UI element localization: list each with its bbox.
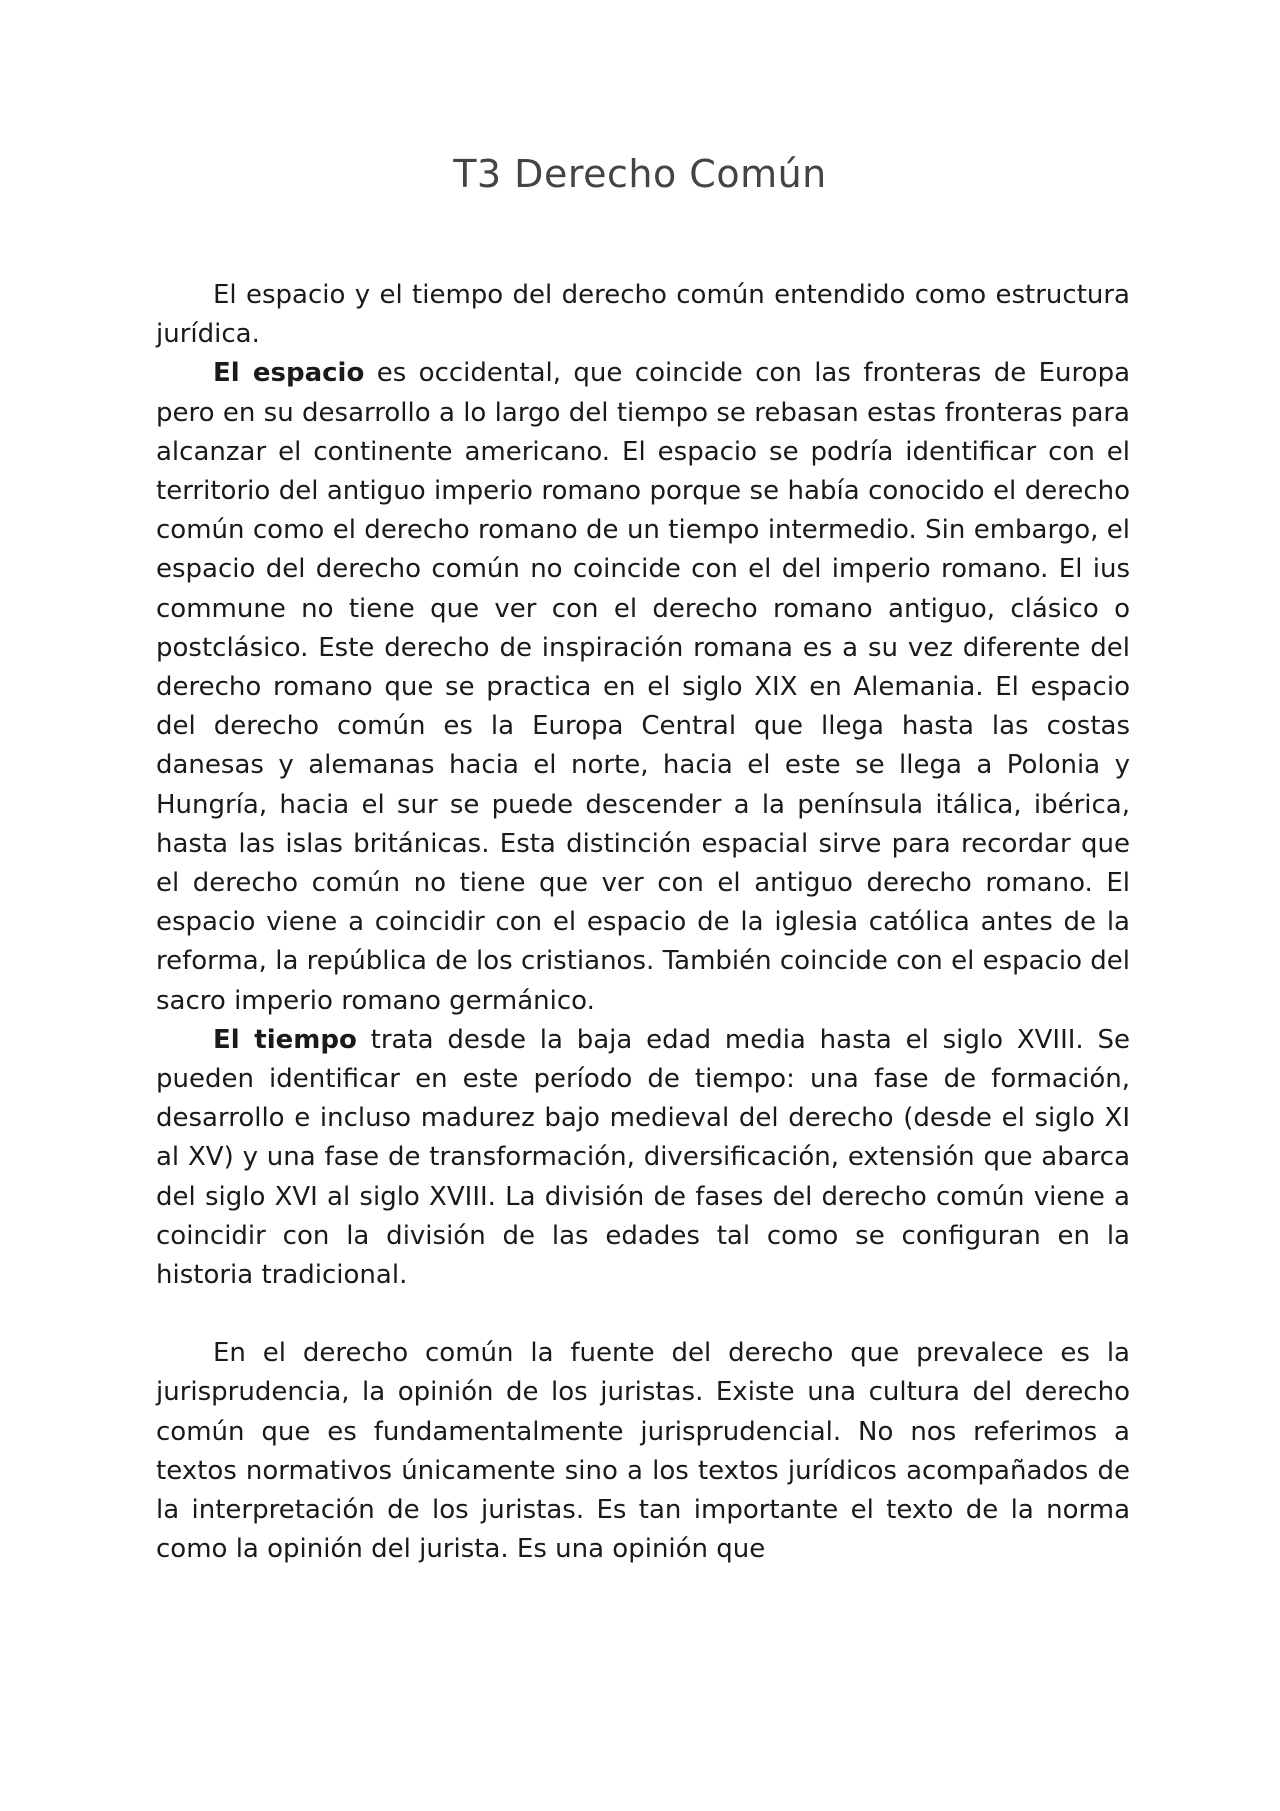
paragraph-tiempo	[156, 1021, 1130, 1295]
paragraph-espacio-lead: El espacio	[213, 358, 365, 389]
paragraph-jurisprudencia	[156, 1334, 1130, 1569]
paragraph-tiempo-text: trata desde la baja edad media hasta el siglo XVIII. Se pueden identificar en este período de tiempo: una fase de formación, desarrollo e incluso madurez bajo medieval del derecho (desde el siglo XI al XV) y una fase de transformación, diversificación, extensión que abarca del siglo XVI al siglo XVIII. La división de fases del derecho común viene a coincidir con la división de las edades tal como se configuran en la historia tradicional.	[156, 1024, 1131, 1291]
paragraph-espacio	[156, 354, 1130, 1020]
paragraph-tiempo-lead: El tiempo	[213, 1024, 357, 1055]
paragraph-intro	[156, 276, 1130, 354]
paragraph-espacio-text: es occidental, que coincide con las fronteras de Europa pero en su desarrollo a lo largo del tiempo se rebasan estas fronteras para alcanzar el continente americano. El espacio se podría identificar con el territorio del antiguo imperio romano porque se había conocido el derecho común como el derecho romano de un tiempo intermedio. Sin embargo, el espacio del derecho común no coincide con el del imperio romano. El ius commune no tiene que ver con el derecho romano antiguo, clásico o postclásico. Este derecho de inspiración romana es a su vez diferente del derecho romano que se practica en el siglo XIX en Alemania. El espacio del derecho común es la Europa Central que llega hasta las costas danesas y alemanas hacia el norte, hacia el este se llega a Polonia y Hungría, hacia el sur se puede descender a la península itálica, ibérica, hasta las islas británicas. Esta distinción espacial sirve para recordar que el derecho común no tiene que ver con el antiguo derecho romano. El espacio viene a coincidir con el espacio de la iglesia católica antes de la reforma, la república de los cristianos. También coincide con el espacio del sacro imperio romano germánico.	[156, 358, 1130, 1016]
document-title: T3 Derecho Común	[453, 152, 827, 196]
document-body	[156, 276, 1130, 1570]
paragraph-intro-text: El espacio y el tiempo del derecho común entendido como estructura jurídica.	[156, 280, 1130, 350]
paragraph-jurisprudencia-text: En el derecho común la fuente del derecho que prevalece es la jurisprudencia, la opinión de los juristas. Existe una cultura del derecho común que es fundamentalmente jurisprudencial. No nos referimos a textos normativos únicamente sino a los textos jurídicos acompañados de la interpretación de los juristas. Es tan importante el texto de la norma como la opinión del jurista. Es una opinión que	[156, 1338, 1130, 1565]
